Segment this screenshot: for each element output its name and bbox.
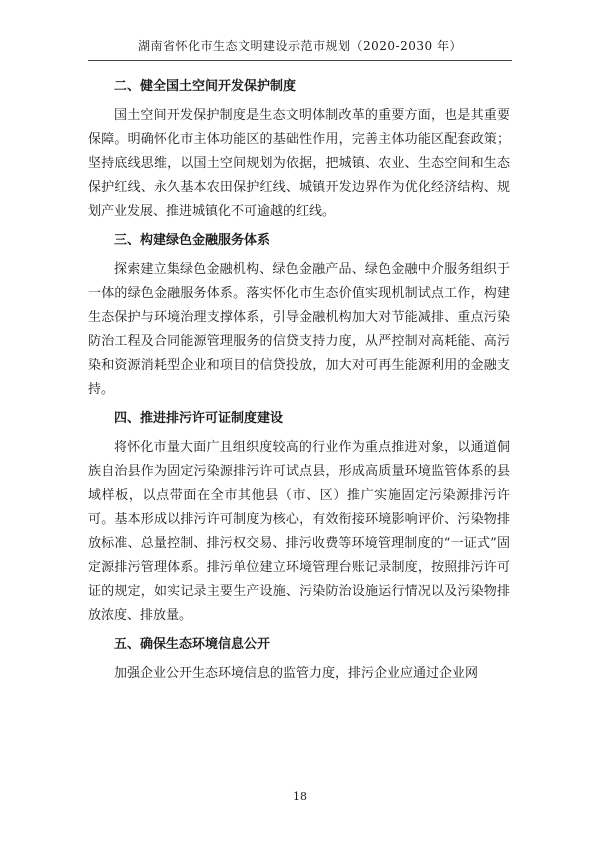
running-header: 湖南省怀化市生态文明建设示范市规划（2020-2030 年） <box>138 39 462 53</box>
section-2 <box>88 76 510 224</box>
body-paragraph: 将怀化市量大面广且组织度较高的行业作为重点推进对象，以通道侗族自治县作为固定污染源排污许可试点县，形成高质量环境监管体系的县域样板，以点带面在全市其他县（市、区）推广实施固定污染源排污许可。基本形成以排污许可制度为核心，有效衔接环境影响评价、污染物排放标准、总量控制、排污权交易、排污收费等环境管理制度的“一证式”固定源排污管理体系。排污单位建立环境管理台账记录制度，按照排污许可证的规定，如实记录主要生产设施、污染防治设施运行情况以及污染物排放浓度、排放量。 <box>88 440 510 623</box>
header-divider <box>88 60 512 61</box>
body-paragraph: 国土空间开发保护制度是生态文明体制改革的重要方面，也是其重要保障。明确怀化市主体功能区的基础性作用，完善主体功能区配套政策；坚持底线思维，以国土空间规划为依据，把城镇、农业、生态空间和生态保护红线、永久基本农田保护红线、城镇开发边界作为优化经济结构、规划产业发展、推进城镇化不可逾越的红线。 <box>88 108 510 219</box>
section-heading: 五、确保生态环境信息公开 <box>114 637 271 652</box>
section-heading: 三、构建绿色金融服务体系 <box>114 233 271 248</box>
body-paragraph: 探索建立集绿色金融机构、绿色金融产品、绿色金融中介服务组织于一体的绿色金融服务体系。落实怀化市生态价值实现机制试点工作，构建生态保护与环境治理支撑体系，引导金融机构加大对节能减排、重点污染防治工程及合同能源管理服务的信贷支持力度，从严控制对高耗能、高污染和资源消耗型企业和项目的信贷投放，加大对可再生能源利用的金融支持。 <box>88 262 510 397</box>
body-paragraph: 加强企业公开生态环境信息的监管力度，排污企业应通过企业网 <box>114 666 479 681</box>
section-heading: 四、推进排污许可证制度建设 <box>114 411 284 426</box>
section-3 <box>88 230 510 402</box>
section-4 <box>88 408 510 628</box>
section-5 <box>88 634 510 686</box>
section-heading: 二、健全国土空间开发保护制度 <box>114 79 297 94</box>
page-number: 18 <box>293 790 307 803</box>
document-body <box>88 76 510 692</box>
